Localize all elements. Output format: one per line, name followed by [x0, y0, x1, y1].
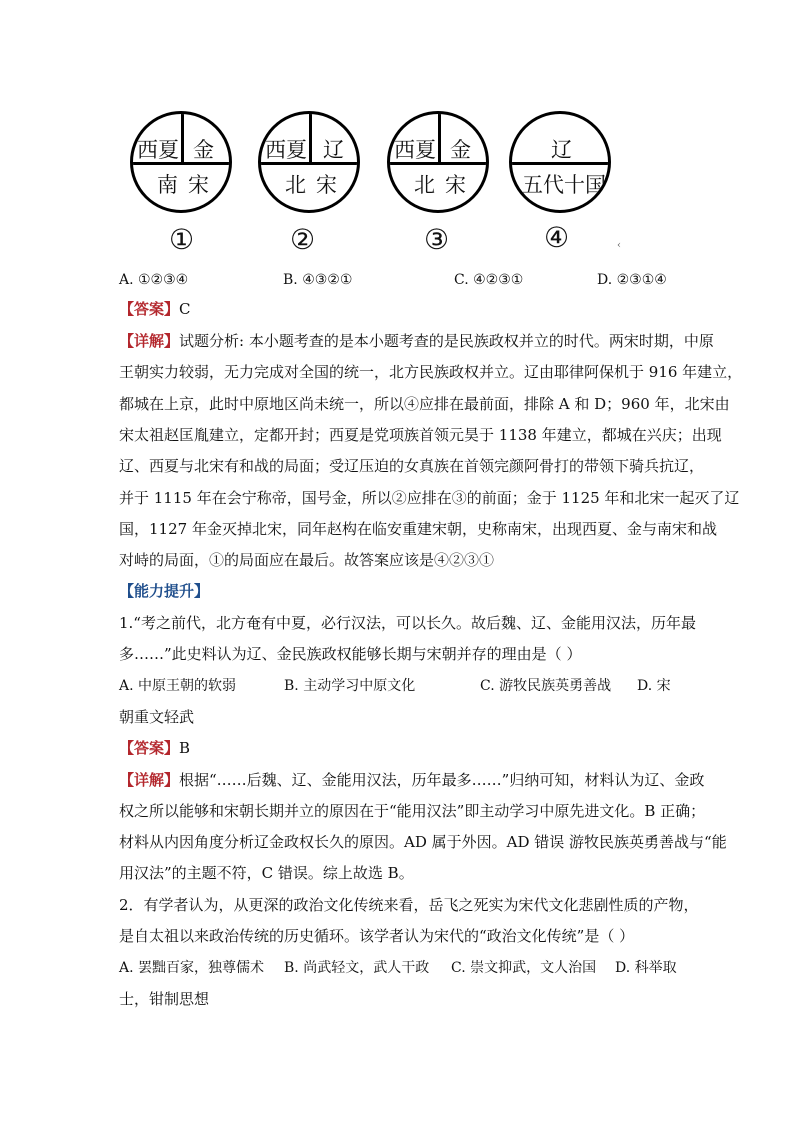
divider-vertical — [438, 114, 441, 163]
section-heading: 【能力提升】 — [119, 582, 210, 600]
map-label-top-right: 金 — [450, 138, 471, 162]
q2-option-d-wrap: 士，钳制思想 — [119, 990, 210, 1008]
stray-mark: ‹ — [617, 240, 621, 251]
map-number-1: ① — [169, 223, 195, 256]
detail-text: 试题分析: 本小题考查的是本小题考查的是民族政权并立的时代。两宋时期，中原 — [179, 332, 714, 350]
q1-line-2: 多……”此史料认为辽、金民族政权能够长期与宋朝并存的理由是（ ） — [119, 645, 582, 663]
q1-line-1: 1.“考之前代，北方奄有中夏，必行汉法，可以长久。故后魏、辽、金能用汉法，历年最 — [119, 614, 696, 632]
map-number-2: ② — [290, 223, 316, 256]
map-label-bottom: 南宋 — [157, 173, 219, 197]
detail-line-1 — [119, 330, 714, 352]
q2-line-1: 2．有学者认为，从更深的政治文化传统来看，岳飞之死实为宋代文化悲剧性质的产物， — [119, 896, 699, 914]
option-c: C. ④②③① — [454, 272, 524, 288]
answer-line — [119, 298, 191, 320]
map-label-top-right: 辽 — [323, 138, 344, 162]
detail-line-4: 宋太祖赵匡胤建立，定都开封；西夏是党项族首领元昊于 1138 年建立，都城在兴庆；出现 — [119, 426, 722, 444]
detail-label: 【详解】 — [119, 771, 180, 789]
detail-line-2: 王朝实力较弱，无力完成对全国的统一，北方民族政权并立。辽由耶律阿保机于 916 年建立， — [119, 363, 743, 381]
detail2-line-3: 材料从内因角度分析辽金政权长久的原因。AD 属于外因。AD 错误 游牧民族英勇善战与“能 — [119, 833, 727, 851]
map-number-4: ④ — [544, 221, 570, 254]
q1-option-a: A. 中原王朝的软弱 — [119, 678, 237, 694]
q2-option-d: D. 科举取 — [615, 960, 677, 976]
q1-option-d: D. 宋 — [637, 678, 671, 694]
divider-vertical — [309, 114, 312, 163]
answer-label: 【答案】 — [119, 300, 180, 318]
answer-value: B — [179, 739, 191, 757]
detail-text: 根据“……后魏、辽、金能用汉法，历年最多……”归纳可知，材料认为辽、金政 — [179, 771, 705, 789]
map-label-bottom: 五代十国 — [522, 173, 606, 197]
map-label-top-left: 西夏 — [394, 138, 436, 162]
detail-line-8: 对峙的局面，①的局面应在最后。故答案应该是④②③① — [119, 551, 495, 569]
q1-option-b: B. 主动学习中原文化 — [284, 678, 416, 694]
option-a: A. ①②③④ — [119, 272, 189, 288]
detail-line-5: 辽、西夏与北宋有和战的局面；受辽压迫的女真族在首领完颜阿骨打的带领下骑兵抗辽， — [119, 457, 705, 475]
map-label-top-right: 金 — [193, 138, 214, 162]
answer-value: C — [179, 300, 191, 318]
q2-line-2: 是自太祖以来政治传统的历史循环。该学者认为宋代的“政治文化传统”是（ ） — [119, 927, 635, 945]
detail-line-3: 都城在上京，此时中原地区尚未统一，所以④应排在最前面，排除 A 和 D；960 年，北宋由 — [119, 395, 730, 413]
map-label-top: 辽 — [551, 138, 572, 162]
option-d: D. ②③①④ — [597, 272, 667, 288]
map-label-top-left: 西夏 — [265, 138, 307, 162]
detail2-line-1 — [119, 769, 704, 791]
map-label-top-left: 西夏 — [137, 138, 179, 162]
answer-label: 【答案】 — [119, 739, 180, 757]
q2-option-c: C. 崇文抑武，文人治国 — [451, 960, 597, 976]
detail-line-6: 并于 1115 年在会宁称帝，国号金，所以②应排在③的前面；金于 1125 年和北宋一起灭了辽 — [119, 489, 740, 507]
q1-option-d-wrap: 朝重文轻武 — [119, 708, 195, 726]
answer-line-2 — [119, 737, 190, 759]
q2-option-a: A. 罢黜百家，独尊儒术 — [119, 960, 265, 976]
q2-option-b: B. 尚武轻文，武人干政 — [284, 960, 430, 976]
detail2-line-4: 用汉法”的主题不符，C 错误。综上故选 B。 — [119, 864, 414, 882]
detail-label: 【详解】 — [119, 332, 180, 350]
map-number-3: ③ — [424, 223, 450, 256]
map-circle-2 — [258, 111, 360, 213]
map-circle-1 — [130, 111, 232, 213]
map-circle-3 — [387, 111, 489, 213]
map-label-bottom: 北宋 — [414, 173, 476, 197]
map-label-bottom: 北宋 — [285, 173, 347, 197]
divider-horizontal — [512, 162, 608, 165]
detail-line-7: 国，1127 年金灭掉北宋，同年赵构在临安重建宋朝，史称南宋，出现西夏、金与南宋和战 — [119, 520, 717, 538]
map-circle-4 — [509, 111, 611, 213]
detail2-line-2: 权之所以能够和宋朝长期并立的原因在于“能用汉法”即主动学习中原先进文化。B 正确； — [119, 802, 706, 820]
q1-option-c: C. 游牧民族英勇善战 — [480, 678, 612, 694]
divider-vertical — [181, 114, 184, 163]
option-b: B. ④③②① — [283, 272, 353, 288]
